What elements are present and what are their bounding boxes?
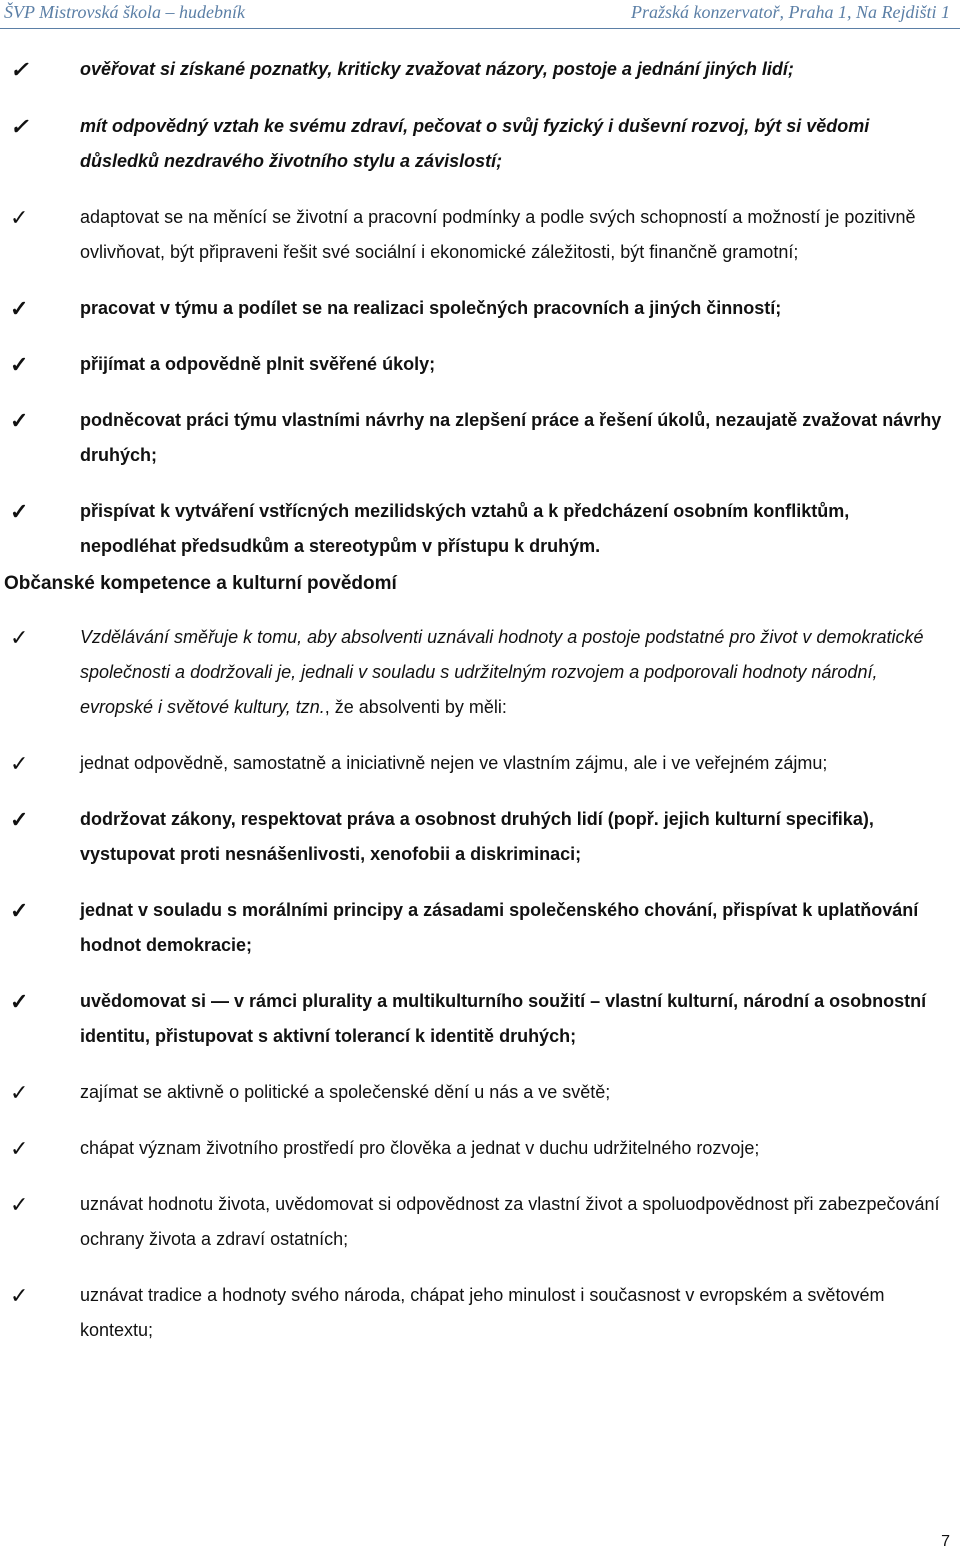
list-item <box>0 109 960 179</box>
list-item-text: přispívat k vytváření vstřícných mezilidských vztahů a k předcházení osobním konfliktům, nepodléhat předsudkům a stereotypům v přístupu k druhým. <box>80 501 850 556</box>
list-item <box>0 291 960 326</box>
list-item-text: podněcovat práci týmu vlastními návrhy na zlepšení práce a řešení úkolů, nezaujatě zvažovat návrhy druhých; <box>80 410 942 465</box>
header-rule <box>0 28 960 29</box>
checkmark-icon: ✓ <box>10 625 29 650</box>
list-item <box>0 984 960 1054</box>
checkmark-icon: ✓ <box>10 205 29 230</box>
page-number: 7 <box>941 1533 950 1550</box>
checkmark-icon: ✓ <box>10 1283 29 1308</box>
list-item <box>0 1075 960 1110</box>
list-item <box>0 893 960 963</box>
list-item <box>0 347 960 382</box>
checkmark-icon: ✓ <box>10 989 29 1014</box>
checkmark-icon: ✓ <box>10 499 29 524</box>
checkmark-icon: ✓ <box>10 898 29 923</box>
list-item-text: mít odpovědný vztah ke svému zdraví, pečovat o svůj fyzický i duševní rozvoj, být si vědomi důsledků nezdravého životního stylu a závislostí; <box>80 116 870 171</box>
header-institution: Pražská konzervatoř, Praha 1, Na Rejdišti 1 <box>631 2 950 22</box>
list-item-text: uznávat tradice a hodnoty svého národa, chápat jeho minulost i současnost v evropském a světovém kontextu; <box>80 1285 885 1340</box>
list-item-text: dodržovat zákony, respektovat práva a osobnost druhých lidí (popř. jejich kulturní specifika), vystupovat proti nesnášenlivosti, xenofobii a diskriminaci; <box>80 809 874 864</box>
list-item <box>0 802 960 872</box>
checkmark-icon: ✓ <box>10 352 29 377</box>
list-item-text: jednat odpovědně, samostatně a iniciativně nejen ve vlastním zájmu, ale i ve veřejném zájmu; <box>80 753 828 773</box>
list-item-text: pracovat v týmu a podílet se na realizaci společných pracovních a jiných činností; <box>80 298 782 318</box>
list-item <box>0 1278 960 1348</box>
list-item-text: jednat v souladu s morálními principy a zásadami společenského chování, přispívat k uplatňování hodnot demokracie; <box>80 900 919 955</box>
list-item <box>0 1187 960 1257</box>
checkmark-icon: ✓ <box>10 807 29 832</box>
document-body <box>0 52 960 1348</box>
intro-rest-text: , že absolventi by měli: <box>324 697 507 717</box>
list-item <box>0 746 960 781</box>
list-item <box>0 403 960 473</box>
list-item-text: zajímat se aktivně o politické a společenské dění u nás a ve světě; <box>80 1082 611 1102</box>
intro-item <box>0 620 960 725</box>
checkmark-icon: ✓ <box>10 1080 29 1105</box>
list-item <box>0 1131 960 1166</box>
list-item <box>0 200 960 270</box>
list-item <box>0 494 960 564</box>
list-item-text: uvědomovat si — v rámci plurality a multikulturního soužití – vlastní kulturní, národní a osobnostní identitu, přistupovat s aktivní tolerancí k identitě druhých; <box>80 991 927 1046</box>
list-item-text: adaptovat se na měnící se životní a pracovní podmínky a podle svých schopností a možností je pozitivně ovlivňovat, být připraveni řešit své sociální i ekonomické záležitosti, být finančně gramotní; <box>80 207 916 262</box>
checkmark-icon: ✓ <box>10 751 29 776</box>
list-item-text: uznávat hodnotu života, uvědomovat si odpovědnost za vlastní život a spoluodpovědnost při zabezpečování ochrany života a zdraví ostatních; <box>80 1194 940 1249</box>
checkmark-icon: ✓ <box>10 408 29 433</box>
checkmark-icon: ✓ <box>10 1192 29 1217</box>
checkmark-icon: ✓ <box>10 1136 29 1161</box>
list-item-text: chápat význam životního prostředí pro člověka a jednat v duchu udržitelného rozvoje; <box>80 1138 760 1158</box>
checkmark-icon: ✓ <box>10 57 29 82</box>
list-item-text: přijímat a odpovědně plnit svěřené úkoly; <box>80 354 436 374</box>
section-heading: Občanské kompetence a kulturní povědomí <box>4 573 397 594</box>
page-header <box>0 0 960 30</box>
list-item <box>0 52 960 87</box>
checkmark-icon: ✓ <box>10 114 29 139</box>
intro-italic-text: Vzdělávání směřuje k tomu, aby absolventi uznávali hodnoty a postoje podstatné pro život v demokratické společnosti a dodržovali je, jednali v souladu s udržitelným rozvojem a podporovali hodnoty národní, evropské i světové kultury, tzn. <box>80 627 924 717</box>
header-school-name: ŠVP Mistrovská škola – hudebník <box>4 2 245 22</box>
checkmark-icon: ✓ <box>10 296 29 321</box>
list-item-text: ověřovat si získané poznatky, kriticky zvažovat názory, postoje a jednání jiných lidí; <box>80 59 794 79</box>
